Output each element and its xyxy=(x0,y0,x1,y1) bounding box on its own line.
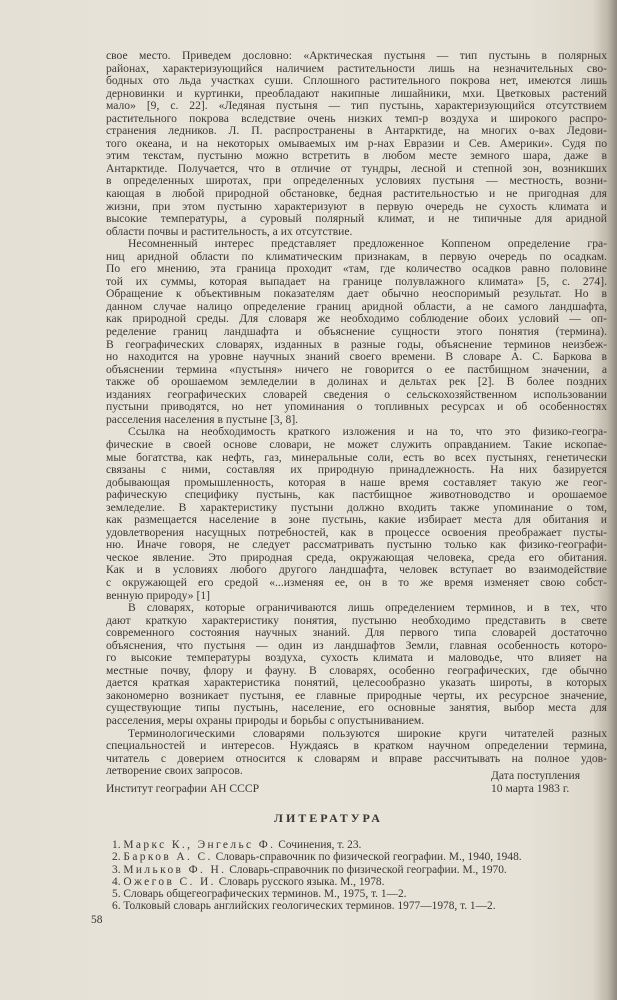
reference-number: 3. xyxy=(112,863,121,876)
reference-title: Толковый словарь английских геологических терминов. 1977—1978, т. 1—2. xyxy=(123,900,496,913)
reference-author: Ожегов С. И. xyxy=(123,875,216,888)
text-line: растительного покрова вследствие очень низких темп-р воздуха и широкого распро- xyxy=(106,111,607,125)
text-line: летворение своих запросов. xyxy=(106,764,243,778)
text-line: По его мнению, эта граница проходит «там, где количество осадков равно половине xyxy=(106,262,607,276)
text-line: с окружающей его средой «...изменяя ее, он в то же время изменяет свою собст- xyxy=(106,575,607,589)
text-line: специальностей и интересов. Нуждаясь в кратком научном определении термина, xyxy=(106,739,607,753)
text-line: странения ледников. Л. П. распространены в Антарктиде, на многих о-вах Ледови- xyxy=(106,124,607,138)
article-footer xyxy=(106,770,607,800)
reference-title: Словарь русского языка. М., 1978. xyxy=(215,875,385,888)
text-line: того океана, и на некоторых омываемых им р-нах Евразии и Сев. Америки». Судя по xyxy=(106,136,607,150)
received-date: 10 марта 1983 г. xyxy=(491,781,570,795)
text-line: го высокие температуры воздуха, сухость климата и маловодье, что влияет на xyxy=(106,651,607,665)
text-line: ческое явление. Это природная среда, окружающая человека, среда его обитания. xyxy=(106,550,607,564)
text-line: ню. Иначе говоря, не следует рассматривать пустыню только как физико-географи- xyxy=(106,538,607,552)
reference-item xyxy=(112,864,612,876)
text-line: Ссылка на необходимость краткого изложения и на то, что это физико-геогра- xyxy=(128,425,607,439)
text-line: ределение границ ландшафта и объяснение сущности этого понятия (термина). xyxy=(106,325,607,339)
text-line: свое место. Приведем дословно: «Арктическая пустыня — тип пустынь в полярных xyxy=(106,49,607,62)
text-line: кающая в любой природной обстановке, бедная растительностью и не пригодная для xyxy=(106,187,607,201)
reference-number: 4. xyxy=(112,875,121,888)
received-label: Дата поступления xyxy=(491,769,581,782)
text-line: изданиях географических словарей сведения о сельскохозяйственном использовании xyxy=(106,387,607,401)
article-body xyxy=(106,50,607,778)
institute-affiliation: Институт географии АН СССР xyxy=(106,782,260,795)
text-line: как природной среды. Для словаря же необходимо соблюдение обоих условий — оп- xyxy=(106,312,607,326)
page-number: 58 xyxy=(91,914,103,926)
text-line: В географических словарях, изданных в разные годы, объяснение терминов неизбеж- xyxy=(106,337,607,351)
text-line: жизни, при этом пустыню характеризуют в первую очередь не сухость климата и xyxy=(106,199,607,213)
reference-item xyxy=(112,839,612,851)
text-line: мало» [9, с. 22]. «Ледяная пустыня — тип пустынь, характеризующийся отсутствием xyxy=(106,99,607,113)
text-line: расселения населения в пустыне [3, 8]. xyxy=(106,412,299,426)
text-line: современного состояния научных знаний. Для первого типа словарей достаточно xyxy=(106,626,607,640)
text-line: Терминологическими словарями пользуются широкие круги читателей разных xyxy=(128,726,607,740)
text-line: венную природу» [1] xyxy=(106,588,210,602)
reference-author: Барков А. С. xyxy=(123,851,213,864)
text-line: связаны с ними, составляя их природную принадлежность. На них базируется xyxy=(106,463,607,477)
text-line: этим текстам, пустыню можно встретить в любом месте земного шара, даже в xyxy=(106,149,607,163)
text-line: земледелие. В характеристику пустыни должно входить также упоминание о том, xyxy=(106,500,607,514)
text-line: Несомненный интерес представляет предложенное Коппеном определение гра- xyxy=(128,237,607,251)
text-line: удовлетворения насущных потребностей, как в процессе освоения преображает пусты- xyxy=(106,525,607,539)
text-line: но находится на уровне научных знаний своего времени. В словаре А. С. Баркова в xyxy=(106,350,607,364)
reference-item xyxy=(112,888,612,900)
text-line: Обращение к объективным показателям дает обычно неоспоримый результат. Но в xyxy=(106,287,607,301)
text-line: В словарях, которые ограничиваются лишь определением терминов, и в тех, что xyxy=(128,601,607,615)
text-line: дают краткую характеристику понятия, пустыню необходимо представить в свете xyxy=(106,613,607,627)
text-line: дается краткая характеристика понятий, целесообразно указать широты, в которых xyxy=(106,676,607,690)
text-line: той их суммы, которая выпадает на границе полувлажного климата» [5, с. 274]. xyxy=(106,274,607,288)
reference-number: 6. xyxy=(112,900,121,913)
reference-list xyxy=(112,839,612,913)
text-line: местные почву, флору и фауну. В словарях, особенно географических, где обычно xyxy=(106,663,607,677)
text-line: Антарктиде. Получается, что в отличие от тундры, лесной и степной зон, возникших xyxy=(106,161,607,175)
text-line: высокие температуры, а суровый полярный климат, и не типичные для аридной xyxy=(106,212,607,226)
text-line: также об орошаемом земледелии в долинах и дельтах рек [2]. В более поздних xyxy=(106,375,607,389)
reference-item xyxy=(112,900,612,912)
text-line: бодных ото льда участках суши. Сплошного растительного покрова нет, имеются лишь xyxy=(106,74,607,88)
reference-title: Словарь-справочник по физической географии. М., 1970. xyxy=(226,863,507,876)
text-line: фические в своей основе словари, не может служить оправданием. Такие ископае- xyxy=(106,437,607,451)
text-line: читатель с доверием относится к словарям и вправе рассчитывать на полное удов- xyxy=(106,751,607,765)
reference-title: Словарь-справочник по физической географии. М., 1940, 1948. xyxy=(212,851,522,864)
reference-author: Маркс К., Энгельс Ф. xyxy=(123,839,276,851)
text-line: объяснения, что пустыня — один из ландшафтов Земли, главная особенность которо- xyxy=(106,638,607,652)
literature-heading: ЛИТЕРАТУРА xyxy=(274,811,383,825)
text-line: добывающая промышленность, которая в наше время составляет такую же геог- xyxy=(106,475,607,489)
text-line: рафическую специфику пустынь, как пастбищное животноводство и орошаемое xyxy=(106,488,607,502)
reference-item xyxy=(112,851,612,863)
text-line: дерновинки и куртинки, преобладают накипные лишайники, мхи. Цветковых растений xyxy=(106,86,607,100)
reference-title: Сочинения, т. 23. xyxy=(275,839,362,851)
text-line: объяснении термина «пустыня» ничего не говорится о ее пастбищном значении, а xyxy=(106,362,607,376)
reference-number: 2. xyxy=(112,851,121,864)
text-line: расселения, меры охраны природы и борьбы с опустыниванием. xyxy=(106,713,425,727)
text-line: в определенных широтах, при определенных условиях пустыня — местность, возни- xyxy=(106,174,607,188)
received-date-block xyxy=(491,770,580,795)
text-line: существующие типы пустынь, население, его основные занятия, выбор места для xyxy=(106,701,607,715)
text-line: закономерно возникает пустыня, ее главные природные черты, их ресурсное значение, xyxy=(106,688,607,702)
reference-number: 5. xyxy=(112,888,121,901)
text-line: данном случае налицо определение границ аридной области, а не самого ландшафта, xyxy=(106,299,607,313)
reference-author: Мильков Ф. Н. xyxy=(123,863,227,876)
reference-number: 1. xyxy=(112,839,121,851)
text-line: ниц аридной области по климатическим признакам, в первую очередь по осадкам. xyxy=(106,249,607,263)
text-line: как размещается население в зоне пустынь, какие избирает места для обитания и xyxy=(106,513,607,527)
text-line: пустыни приводятся, но нет упоминания о топливных ресурсах и об особенностях xyxy=(106,400,607,414)
text-line: мые богатства, как нефть, газ, минеральные соли, есть во всех пустынях, генетически xyxy=(106,450,607,464)
text-line: районах, характеризующийся наличием растительности лишь на незначительных сво- xyxy=(106,61,607,75)
text-line: Как и в условиях любого другого ландшафта, человек вступает во взаимодействие xyxy=(106,563,607,577)
reference-item xyxy=(112,876,612,888)
reference-title: Словарь общегеографических терминов. М., 1975, т. 1—2. xyxy=(123,888,407,901)
text-line: области почвы и растительность, а их отсутствие. xyxy=(106,224,353,238)
